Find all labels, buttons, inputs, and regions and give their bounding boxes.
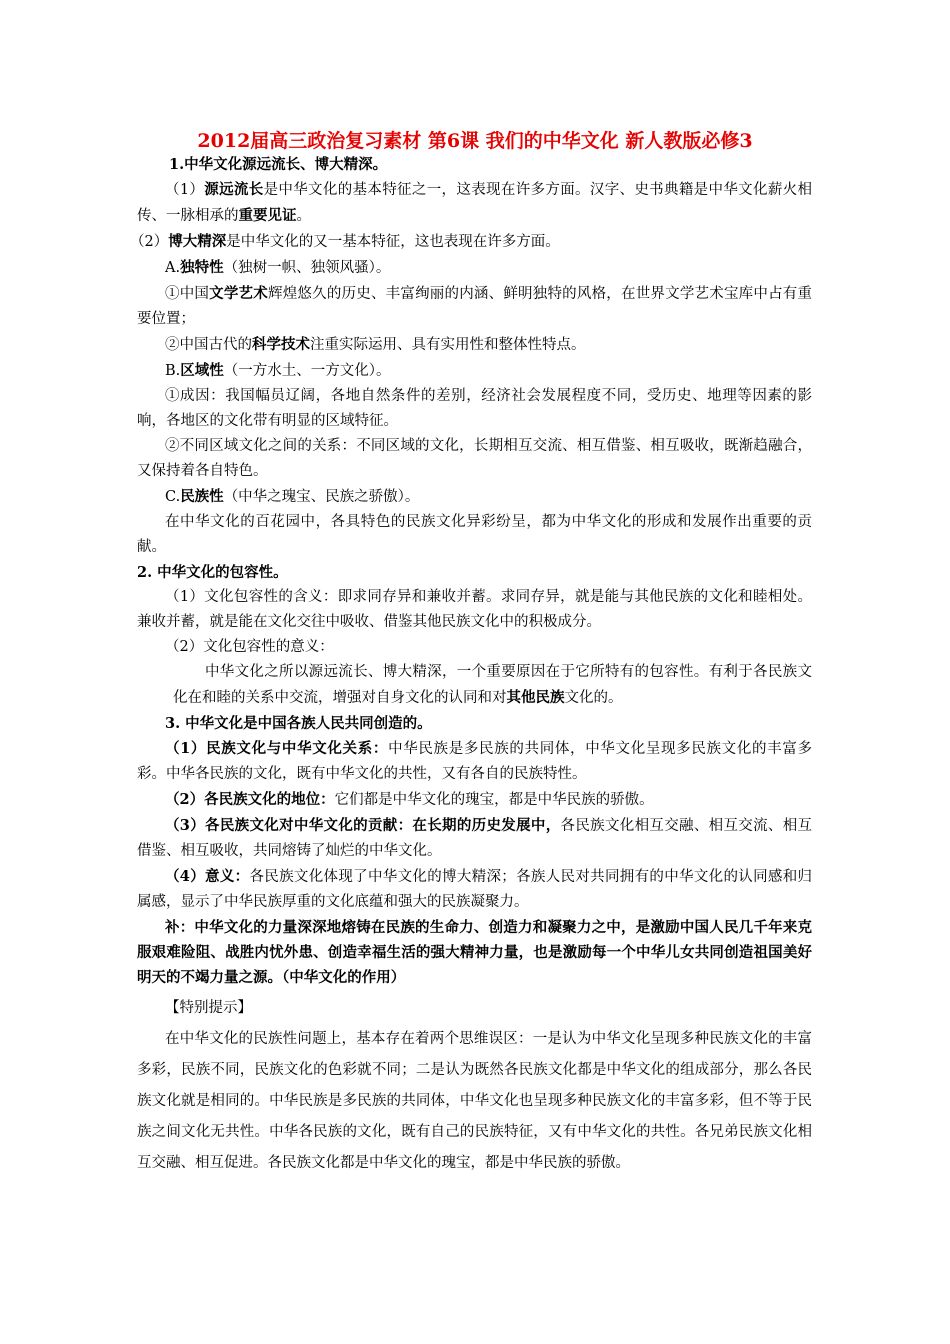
paragraph [137, 281, 812, 332]
text: 中华民族是多民族的共同体，中华文化呈现多民族文化的丰富多彩。中华各民族的文化，既有中华文化的共性，又有各自的民族特性。 [137, 741, 812, 782]
bold-term: （4）意义： [165, 868, 250, 885]
text: 各民族文化相互交融、相互交流、相互借鉴、相互吸收，共同熔铸了灿烂的中华文化。 [137, 818, 813, 859]
bold-term: 其他民族 [506, 689, 565, 706]
text: 文化的。 [564, 690, 623, 706]
text: 各民族文化体现了中华文化的博大精深；各族人民对共同拥有的中华文化的认同感和归属感，显示了中华民族厚重的文化底蕴和强大的民族凝聚力。 [137, 869, 813, 910]
bold-term: 文学艺术 [209, 285, 268, 302]
paragraph [137, 358, 812, 384]
bold-term: 重要见证 [238, 207, 297, 224]
paragraph [137, 864, 812, 915]
paragraph: 在中华文化的百花园中，各具特色的民族文化异彩纷呈，都为中华文化的形成和发展作出重要的贡献。 [137, 514, 812, 555]
document-title: 2012届高三政治复习素材 第6课 我们的中华文化 新人教版必修3 [197, 130, 753, 152]
bold-term: 区域性 [180, 362, 224, 379]
section-1-heading: 1.中华文化源远流长、博大精深。 [169, 156, 388, 173]
text: 是中华文化的基本特征之一，这表现在许多方面。汉字、史书典籍是中华文化薪火相传、一脉相承的 [137, 182, 813, 224]
bold-term: 民族性 [180, 488, 224, 505]
paragraph [137, 787, 812, 813]
text: 中华文化之所以源远流长、博大精深，一个重要原因在于它所特有的包容性。有利于各民族文化在和睦的关系中交流，增强对自身文化的认同和对 [173, 664, 812, 706]
paragraph [137, 332, 812, 358]
text: （中华之瑰宝、民族之骄傲）。 [223, 489, 420, 505]
text: （独树一帜、独领风骚）。 [223, 260, 391, 276]
bold-term: （3）各民族文化对中华文化的贡献：在长期的历史发展中， [165, 817, 561, 834]
text: 注重实际运用、具有实用性和整体性特点。 [310, 337, 586, 353]
text: （1） [165, 182, 205, 198]
paragraph: （2）文化包容性的意义： [165, 639, 334, 655]
paragraph [137, 813, 812, 864]
text: （2） [130, 234, 169, 250]
paragraph [137, 660, 812, 711]
text: ①中国 [165, 286, 210, 302]
paragraph: ②不同区域文化之间的关系：不同区域的文化，长期相互交流、相互借鉴、相互吸收，既渐趋融合，又保持着各自特色。 [137, 438, 812, 479]
tip-heading: 【特别提示】 [165, 1000, 252, 1016]
section-3-heading: 3. 中华文化是中国各族人民共同创造的。 [165, 715, 432, 732]
bold-term: 科学技术 [252, 336, 310, 353]
supplement-paragraph: 补：中华文化的力量深深地熔铸在民族的生命力、创造力和凝聚力之中，是激励中国人民几千年来克服艰难险阻、战胜内忧外患、创造幸福生活的强大精神力量，也是激励每一个中华儿女共同创造祖国美好明天的不竭力量之源。（中华文化的作用） [137, 919, 812, 986]
text: （一方水土、一方文化）。 [223, 363, 391, 379]
bold-term: 独特性 [180, 259, 224, 276]
text: B. [165, 363, 181, 379]
text: 是中华文化的又一基本特征，这也表现在许多方面。 [226, 234, 560, 250]
section-2-heading: 2. 中华文化的包容性。 [137, 564, 288, 581]
tip-paragraph: 在中华文化的民族性问题上，基本存在着两个思维误区：一是认为中华文化呈现多种民族文化的丰富多彩，民族不同，民族文化的色彩就不同；二是认为既然各民族文化都是中华文化的组成部分，那么各民族文化就是相同的。中华民族是多民族的共同体，中华文化也呈现多种民族文化的丰富多彩，但不等于民族之间文化无共性。中华各民族的文化，既有自己的民族特征，又有中华文化的共性。各兄弟民族文化相互交融、相互促进。各民族文化都是中华文化的瑰宝，都是中华民族的骄傲。 [137, 1031, 812, 1171]
text: A. [165, 260, 181, 276]
document-body [130, 152, 813, 1179]
bold-term: 博大精深 [168, 233, 227, 250]
paragraph: ①成因：我国幅员辽阔，各地自然条件的差别，经济社会发展程度不同，受历史、地理等因素的影响，各地区的文化带有明显的区域特征。 [137, 388, 812, 429]
bold-term: （1）民族文化与中华文化关系： [165, 740, 389, 757]
paragraph [137, 484, 812, 510]
bold-term: （2）各民族文化的地位： [165, 791, 335, 808]
paragraph [137, 255, 812, 281]
text: 它们都是中华文化的瑰宝，都是中华民族的骄傲。 [334, 792, 654, 808]
text: ②中国古代的 [165, 337, 252, 353]
paragraph [130, 229, 812, 255]
paragraph [137, 736, 812, 787]
text: 辉煌悠久的历史、丰富绚丽的内涵、鲜明独特的风格，在世界文学艺术宝库中占有重要位置； [137, 286, 813, 327]
text: 。 [296, 208, 311, 224]
paragraph [137, 177, 812, 229]
bold-term: 源远流长 [204, 181, 264, 198]
paragraph: （1）文化包容性的含义：即求同存异和兼收并蓄。求同存异，就是能与其他民族的文化和睦相处。兼收并蓄，就是能在文化交往中吸收、借鉴其他民族文化中的积极成分。 [137, 589, 812, 630]
text: C. [165, 489, 181, 505]
